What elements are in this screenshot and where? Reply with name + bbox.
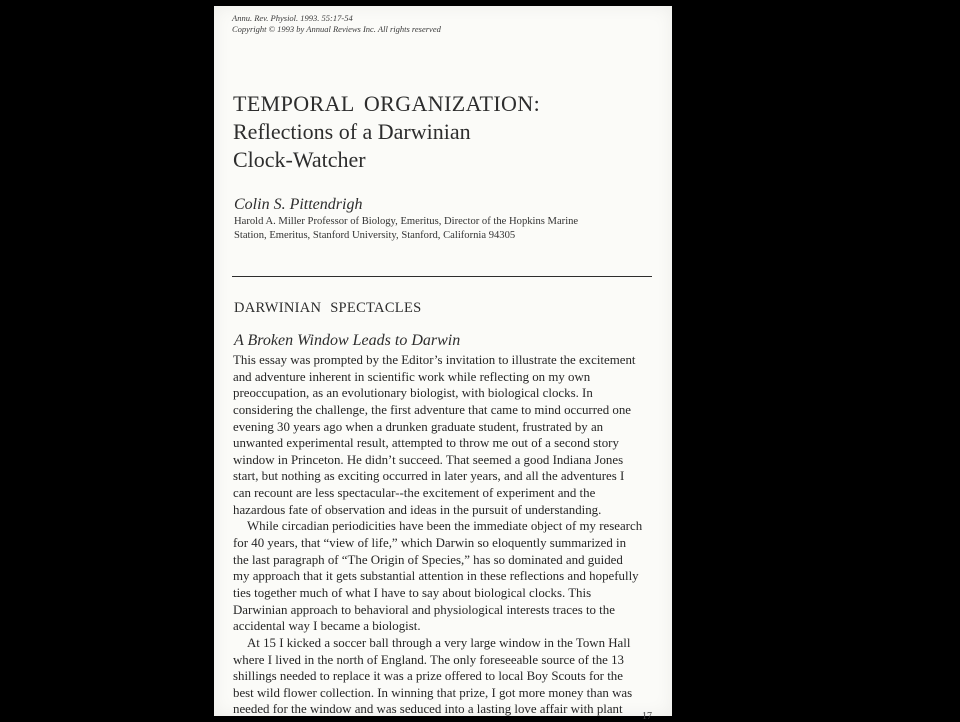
body-line: At 15 I kicked a soccer ball through a very large window in the Town Hall bbox=[247, 635, 631, 650]
body-line: my approach that it gets substantial attention in these reflections and hopefully bbox=[233, 569, 639, 584]
subsection-heading: A Broken Window Leads to Darwin bbox=[234, 332, 461, 349]
title-line-3: Clock-Watcher bbox=[233, 147, 366, 172]
body-line: accidental way I became a biologist. bbox=[233, 619, 421, 634]
body-line: hazardous fate of observation and ideas in the pursuit of understanding. bbox=[233, 502, 602, 517]
body-line: window in Princeton. He didn’t succeed. That seemed a good Indiana Jones bbox=[233, 452, 624, 467]
body-line: and adventure inherent in scientific work while reflecting on my own bbox=[233, 369, 591, 384]
document-page bbox=[214, 6, 672, 722]
body-line: the last paragraph of “The Origin of Species,” has so dominated and guided bbox=[233, 552, 623, 567]
copyright-line: Copyright © 1993 by Annual Reviews Inc. All rights reserved bbox=[232, 24, 441, 34]
journal-citation-header bbox=[232, 13, 441, 35]
body-line: needed for the window and was seduced into a lasting love affair with plant bbox=[233, 702, 623, 717]
horizontal-divider bbox=[232, 276, 652, 277]
author-affiliation bbox=[234, 215, 578, 243]
body-line: for 40 years, that “view of life,” which Darwin so eloquently summarized in bbox=[233, 536, 627, 551]
affiliation-line-1: Harold A. Miller Professor of Biology, Emeritus, Director of the Hopkins Marine bbox=[234, 216, 579, 227]
section-heading: DARWINIAN SPECTACLES bbox=[234, 300, 422, 316]
title-line-2: Reflections of a Darwinian bbox=[233, 119, 471, 144]
page-number: 17 bbox=[642, 711, 652, 722]
body-line: where I lived in the north of England. The only foreseeable source of the 13 bbox=[233, 652, 625, 667]
title-line-1: TEMPORAL ORGANIZATION: bbox=[233, 91, 541, 116]
body-line: shillings needed to replace it was a prize offered to local Boy Scouts for the bbox=[233, 669, 623, 684]
body-line: best wild flower collection. In winning that prize, I got more money than was bbox=[233, 685, 633, 700]
body-line: Darwinian approach to behavioral and physiological interests traces to the bbox=[233, 602, 615, 617]
body-line: ties together much of what I have to say about biological clocks. This bbox=[233, 585, 592, 600]
affiliation-line-2: Station, Emeritus, Stanford University, Stanford, California 94305 bbox=[234, 230, 516, 241]
body-line: This essay was prompted by the Editor’s invitation to illustrate the excitement bbox=[233, 353, 636, 367]
body-line: unwanted experimental result, attempted to throw me out of a second story bbox=[233, 436, 619, 451]
article-title bbox=[233, 90, 540, 174]
body-line: While circadian periodicities have been the immediate object of my research bbox=[247, 519, 643, 534]
body-text bbox=[233, 352, 663, 718]
body-line: evening 30 years ago when a drunken graduate student, frustrated by an bbox=[233, 419, 604, 434]
body-line: considering the challenge, the first adventure that came to mind occurred one bbox=[233, 402, 632, 417]
body-line: start, but nothing as exciting occurred in later years, and all the adventures I bbox=[233, 469, 625, 484]
author-name: Colin S. Pittendrigh bbox=[234, 196, 363, 213]
journal-line: Annu. Rev. Physiol. 1993. 55:17-54 bbox=[232, 13, 353, 23]
body-line: can recount are less spectacular--the excitement of experiment and the bbox=[233, 486, 596, 501]
body-line: preoccupation, as an evolutionary biologist, with biological clocks. In bbox=[233, 386, 593, 401]
